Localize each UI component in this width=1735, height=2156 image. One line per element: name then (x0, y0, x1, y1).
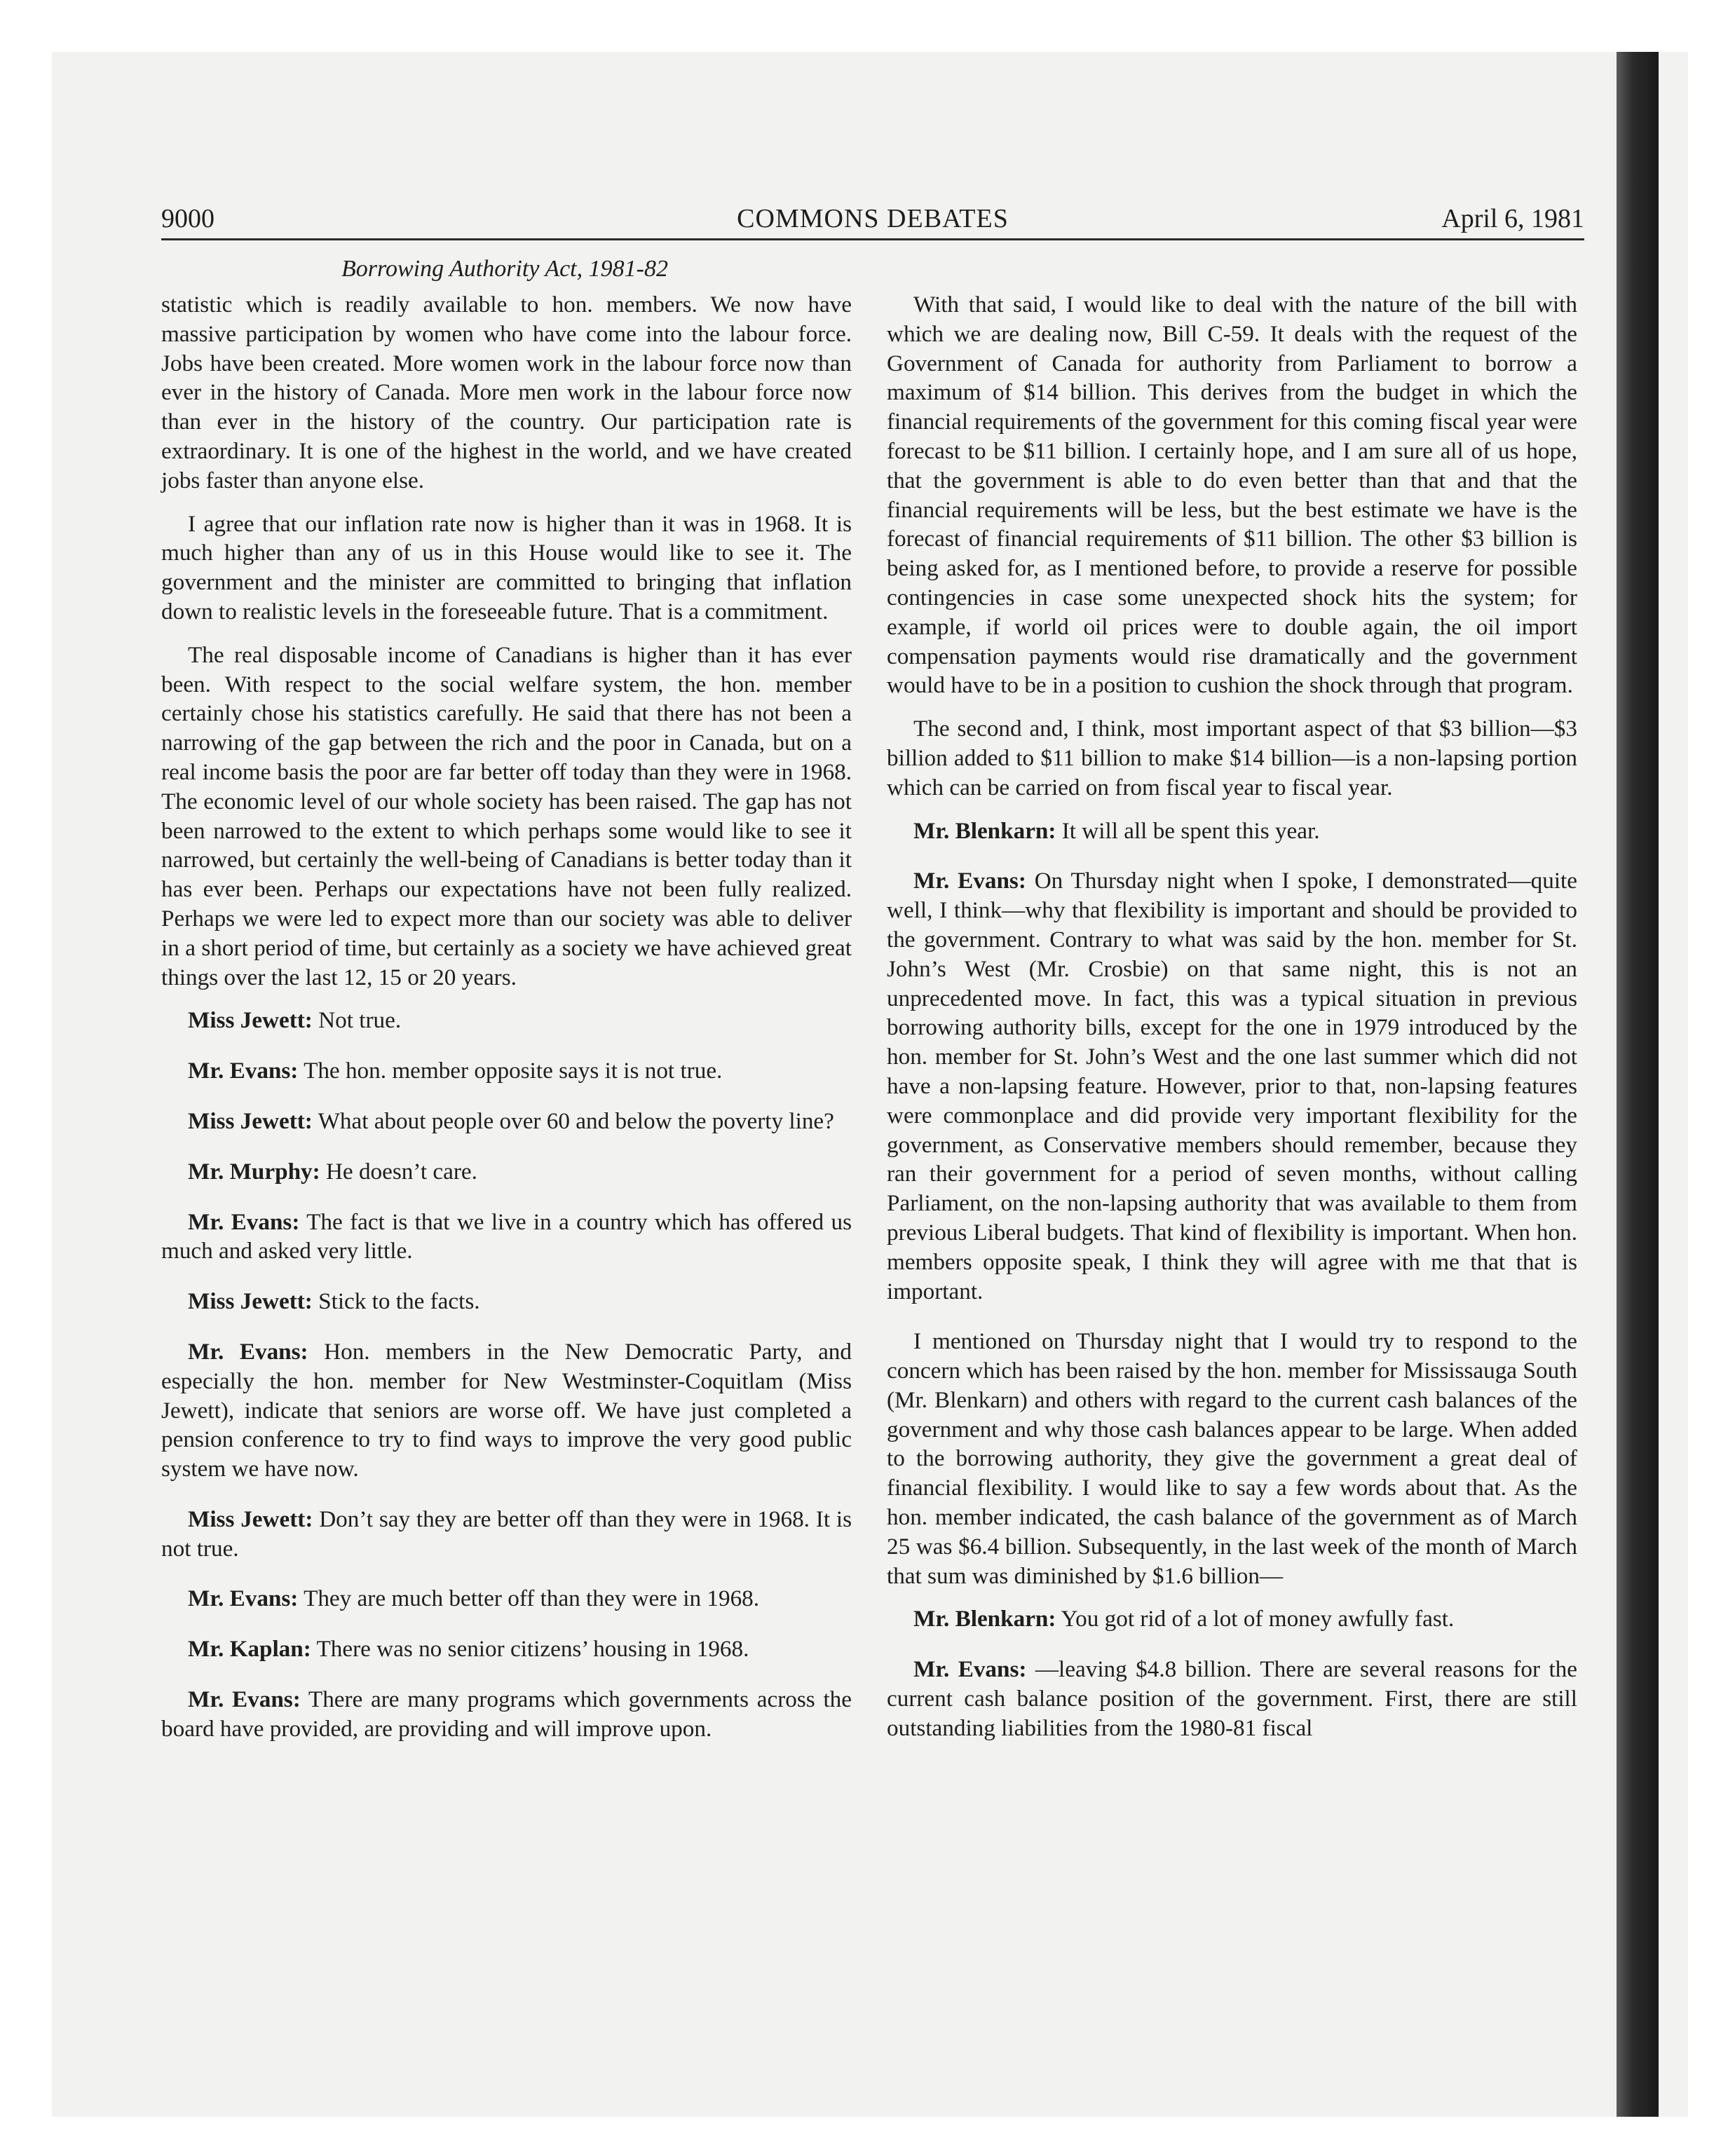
header-rule (161, 238, 1584, 240)
right-column (887, 290, 1577, 1764)
speech-paragraph (161, 1287, 852, 1316)
speech-paragraph (161, 1157, 852, 1187)
publication-title: COMMONS DEBATES (737, 204, 1009, 233)
speech-paragraph (887, 866, 1577, 1306)
paragraph-text: I mentioned on Thursday night that I would try to respond to the concern which has been raised by the hon. member for Mississauga South (Mr. Blenkarn) and others with regard to the current cash balances of the government and why those cash balances appear to be large. When added to the borrowing authority, they give the government a great deal of financial flexibility. I would like to say a few words about that. As the hon. member indicated, the cash balance of the government as of March 25 was $6.4 billion. Subsequently, in the last week of the month of March that sum was diminished by $1.6 billion— (887, 1328, 1577, 1589)
speaker-name: Mr. Evans: (188, 1686, 301, 1713)
speech-paragraph (887, 1604, 1577, 1634)
speaker-name: Mr. Evans: (913, 868, 1026, 894)
paragraph-text: With that said, I would like to deal with the nature of the bill with which we are dealing now, Bill C-59. It deals with the request of the Government of Canada for authority from Parliament to borrow a maximum of $14 billion. This derives from the budget in which the financial requirements of the government for this coming fiscal year were forecast to be $11 billion. I certainly hope, and I am sure all of us hope, that the government is able to do even better than that and that the financial requirements will be less, but the best estimate we have is the forecast of financial requirements of $11 billion. The other $3 billion is being asked for, as I mentioned before, to provide a reserve for possible contingencies in case some unexpected shock hits the system; for example, if world oil prices were to double again, the oil import compensation payments would rise dramatically and the government would have to be in a position to cushion the shock through that program. (887, 292, 1577, 699)
speaker-name: Mr. Evans: (188, 1585, 299, 1612)
page-header (161, 202, 1584, 236)
speaker-name: Mr. Evans: (188, 1058, 299, 1084)
speech-paragraph (161, 1006, 852, 1035)
body-paragraph (161, 290, 852, 496)
speaker-name: Mr. Evans: (913, 1656, 1027, 1683)
paragraph-text: I agree that our inflation rate now is higher than it was in 1968. It is much higher than any of us in this House would like to see it. The government and the minister are committed to bringing that inflation down to realistic levels in the foreseeable future. That is a commitment. (161, 510, 852, 625)
scan-edge-shadow (1617, 52, 1659, 2117)
speaker-name: Miss Jewett: (188, 1107, 313, 1134)
speaker-name: Mr. Evans: (188, 1208, 300, 1235)
body-paragraph (887, 714, 1577, 802)
speech-paragraph (161, 1505, 852, 1564)
speaker-name: Mr. Kaplan: (188, 1636, 311, 1663)
paragraph-text: The second and, I think, most important aspect of that $3 billion—$3 billion added to $11 billion to make $14 billion—is a non-lapsing portion which can be carried on from fiscal year to fiscal year. (887, 716, 1577, 800)
page-number: 9000 (161, 204, 215, 233)
paragraph-text: Don’t say they are better off than they were in 1968. It is not true. (161, 1506, 852, 1562)
body-paragraph (887, 1327, 1577, 1590)
paragraph-text: On Thursday night when I spoke, I demonstrated—quite well, I think—why that flexibility is important and should be provided to the government. Contrary to what was said by the hon. member for St. John’s West (Mr. Crosbie) on that same night, this is not an unprecedented move. In fact, this was a typical situation in previous borrowing authority bills, except for the one in 1979 introduced by the hon. member for St. John’s West and the one last summer which did not have a non-lapsing feature. However, prior to that, non-lapsing features were commonplace and did provide very important flexibility for the government, as Conservative members should remember, because they ran their government for a period of seven months, without calling Parliament, on the non-lapsing authority that was available to them from previous Liberal budgets. That kind of flexibility is important. When hon. members opposite speak, I think they will agree with me that that is important. (887, 868, 1578, 1304)
speech-paragraph (161, 1056, 852, 1086)
speaker-name: Miss Jewett: (188, 1506, 313, 1532)
speaker-name: Mr. Murphy: (188, 1158, 320, 1185)
paragraph-text: statistic which is readily available to hon. members. We now have massive participation by women who have come into the labour force. Jobs have been created. More women work in the labour force now than ever in the history of Canada. More men work in the labour force now than ever in the history of the country. Our participation rate is extraordinary. It is one of the highest in the world, and we have created jobs faster than anyone else. (161, 292, 852, 493)
paragraph-text: Not true. (318, 1007, 402, 1034)
speech-paragraph (161, 1208, 852, 1267)
speaker-name: Mr. Blenkarn: (913, 1606, 1056, 1632)
speech-paragraph (161, 1635, 852, 1664)
speech-paragraph (887, 1655, 1577, 1742)
speech-paragraph (161, 1107, 852, 1136)
body-paragraph (161, 510, 852, 627)
paragraph-text: The real disposable income of Canadians is higher than it has ever been. With respect to the social welfare system, the hon. member certainly chose his statistics carefully. He said that there has not been a narrowing of the gap between the rich and the poor in Canada, but on a real income basis the poor are far better off today than they were in 1968. The economic level of our whole society has been raised. The gap has not been narrowed to the extent to which perhaps some would like to see it narrowed, but certainly the well-being of Canadians is better today than it has ever been. Perhaps our expectations have not been fully realized. Perhaps we were led to expect more than our society was able to deliver in a short period of time, but certainly as a society we have achieved great things over the last 12, 15 or 20 years. (161, 641, 852, 990)
paragraph-text: There are many programs which governments across the board have provided, are providing and will improve upon. (161, 1686, 852, 1742)
speech-paragraph (161, 1584, 852, 1613)
body-paragraph (887, 290, 1577, 700)
paragraph-text: The fact is that we live in a country which has offered us much and asked very little. (161, 1208, 852, 1264)
paragraph-text: It will all be spent this year. (1061, 817, 1320, 844)
body-paragraph (161, 641, 852, 992)
speech-paragraph (161, 1685, 852, 1744)
running-head: Borrowing Authority Act, 1981-82 (341, 256, 668, 282)
speech-paragraph (887, 817, 1577, 846)
speaker-name: Miss Jewett: (188, 1288, 313, 1315)
paragraph-text: He doesn’t care. (325, 1158, 477, 1185)
paragraph-text: What about people over 60 and below the poverty line? (318, 1107, 834, 1134)
page-date: April 6, 1981 (1441, 204, 1584, 233)
paragraph-text: Stick to the facts. (318, 1288, 480, 1315)
paragraph-text: Hon. members in the New Democratic Party, and especially the hon. member for New Westminster-Coquitlam (Miss Jewett), indicate that seniors are worse off. We have just completed a pension conference to try to find ways to improve the very good public system we have now. (161, 1338, 852, 1482)
paragraph-text: They are much better off than they were in 1968. (304, 1585, 760, 1612)
speaker-name: Mr. Evans: (188, 1338, 308, 1365)
speaker-name: Miss Jewett: (188, 1007, 313, 1034)
left-column (161, 290, 852, 1765)
paragraph-text: The hon. member opposite says it is not true. (304, 1058, 723, 1084)
speech-paragraph (161, 1337, 852, 1484)
paragraph-text: —leaving $4.8 billion. There are several reasons for the current cash balance position of the government. First, there are still outstanding liabilities from the 1980-81 fiscal (887, 1656, 1577, 1741)
speaker-name: Mr. Blenkarn: (913, 817, 1056, 844)
paragraph-text: You got rid of a lot of money awfully fast. (1061, 1606, 1455, 1632)
paragraph-text: There was no senior citizens’ housing in 1968. (316, 1636, 749, 1663)
